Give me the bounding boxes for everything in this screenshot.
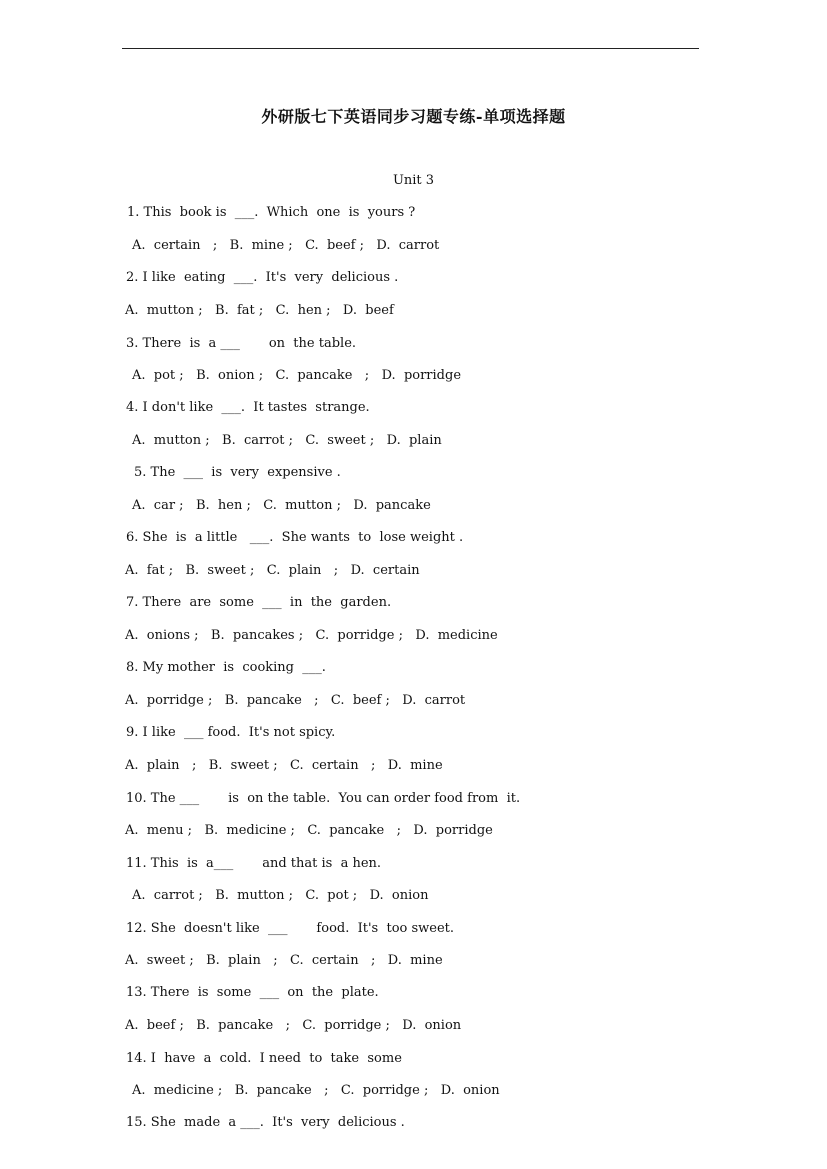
question-stem: 11. This is a___ and that is a hen. (126, 856, 382, 871)
question-stem: 14. I have a cold. I need to take some (126, 1051, 402, 1066)
question-options: A. plain ; B. sweet ; C. certain ; D. mine (125, 758, 443, 773)
question-options: A. mutton ; B. carrot ; C. sweet ; D. plain (132, 433, 442, 448)
question-stem: 1. This book is ___. Which one is yours ? (127, 205, 416, 220)
question-stem: 15. She made a ___. It's very delicious . (126, 1115, 405, 1130)
question-stem: 3. There is a ___ on the table. (126, 336, 357, 351)
question-stem: 2. I like eating ___. It's very delicious . (126, 270, 399, 285)
question-options: A. mutton ; B. fat ; C. hen ; D. beef (125, 303, 394, 318)
question-stem: 4. I don't like ___. It tastes strange. (126, 400, 370, 415)
question-stem: 10. The ___ is on the table. You can order food from it. (126, 791, 521, 806)
question-stem: 12. She doesn't like ___ food. It's too sweet. (126, 921, 455, 936)
question-options: A. onions ; B. pancakes ; C. porridge ; D. medicine (125, 628, 498, 643)
document-title: 外研版七下英语同步习题专练-单项选择题 (261, 107, 566, 126)
question-options: A. beef ; B. pancake ; C. porridge ; D. onion (125, 1018, 462, 1033)
question-stem: 13. There is some ___ on the plate. (126, 985, 379, 1000)
unit-heading: Unit 3 (392, 173, 435, 188)
question-options: A. medicine ; B. pancake ; C. porridge ; D. onion (132, 1083, 500, 1098)
question-options: A. fat ; B. sweet ; C. plain ; D. certain (125, 563, 420, 578)
question-options: A. car ; B. hen ; C. mutton ; D. pancake (132, 498, 431, 513)
question-options: A. pot ; B. onion ; C. pancake ; D. porridge (132, 368, 462, 383)
question-options: A. menu ; B. medicine ; C. pancake ; D. porridge (125, 823, 493, 838)
question-stem: 8. My mother is cooking ___. (126, 660, 326, 675)
question-options: A. porridge ; B. pancake ; C. beef ; D. carrot (125, 693, 466, 708)
question-stem: 7. There are some ___ in the garden. (126, 595, 392, 610)
question-options: A. carrot ; B. mutton ; C. pot ; D. onion (132, 888, 429, 903)
question-options: A. certain ; B. mine ; C. beef ; D. carrot (132, 238, 440, 253)
question-stem: 5. The ___ is very expensive . (134, 465, 341, 480)
question-options: A. sweet ; B. plain ; C. certain ; D. mine (125, 953, 443, 968)
question-stem: 6. She is a little ___. She wants to lose weight . (126, 530, 464, 545)
question-stem: 9. I like ___ food. It's not spicy. (126, 725, 336, 740)
